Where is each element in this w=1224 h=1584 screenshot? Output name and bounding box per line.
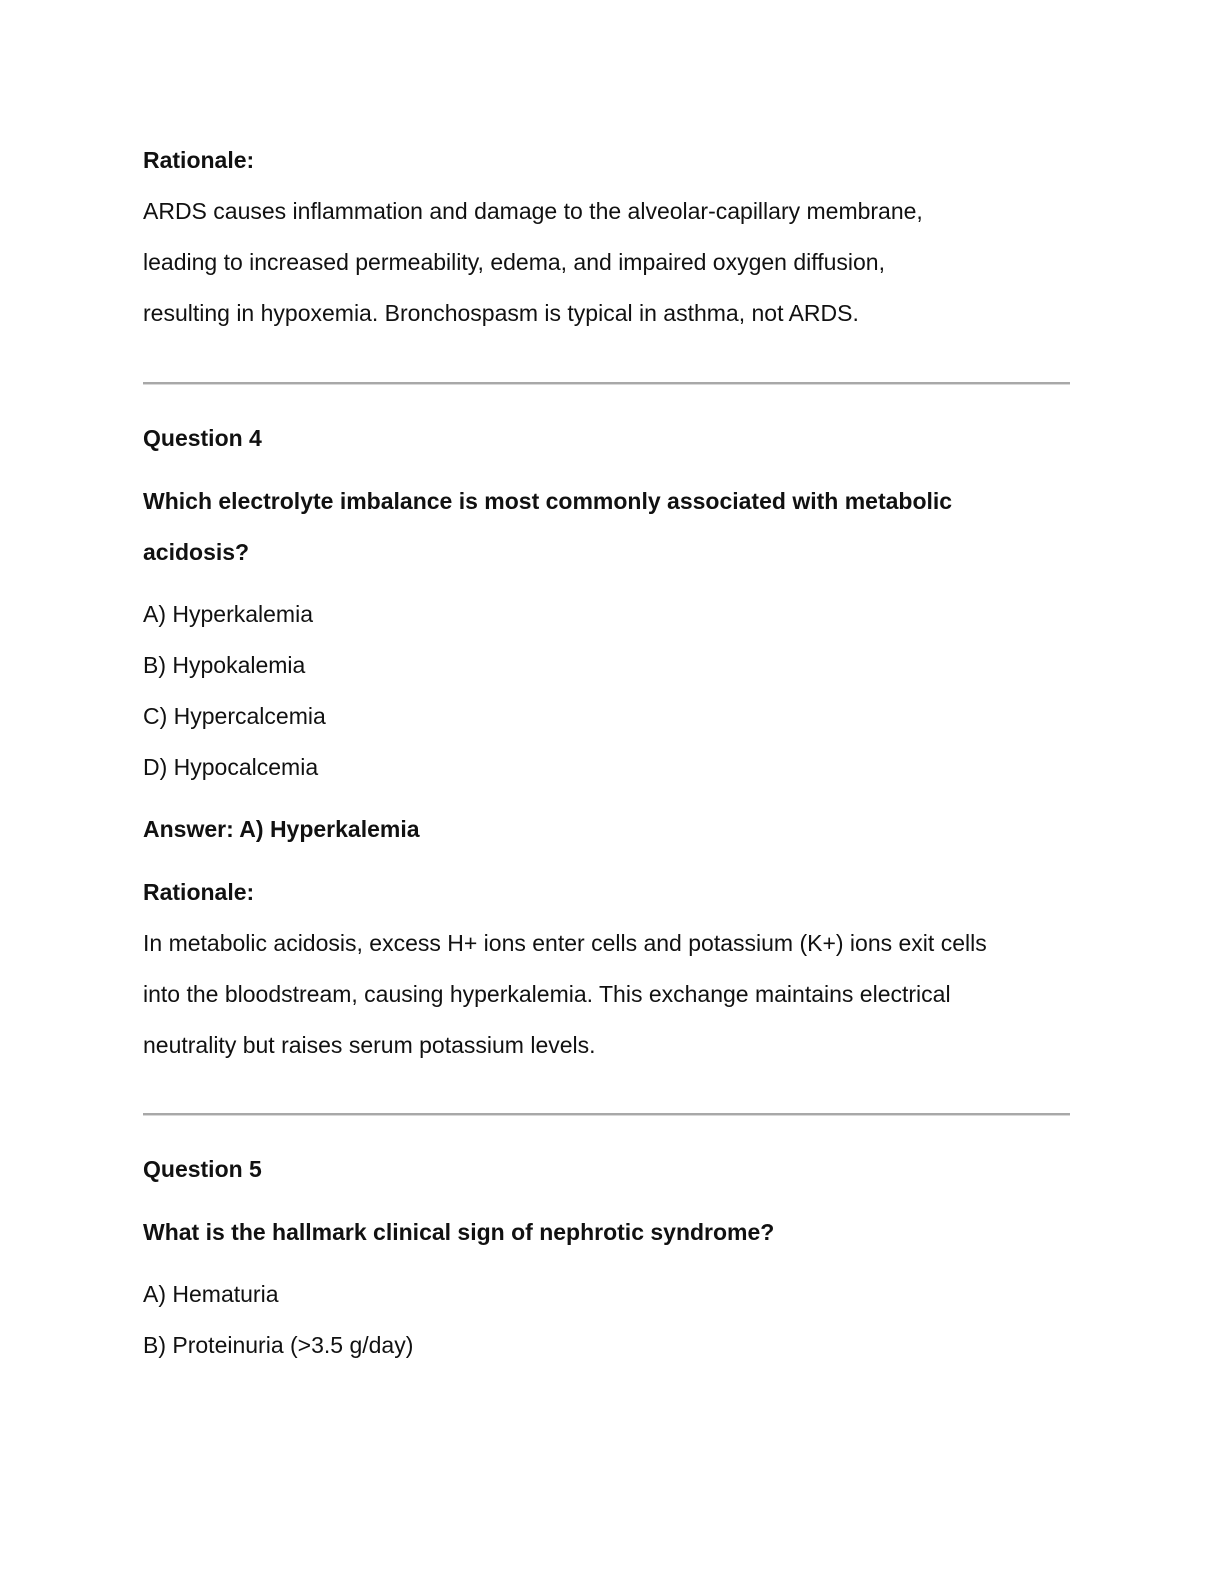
rationale-line-q4-2: into the bloodstream, causing hyperkalemia. This exchange maintains electrical bbox=[143, 981, 951, 1007]
rationale-line-q3-2: leading to increased permeability, edema, and impaired oxygen diffusion, bbox=[143, 249, 885, 275]
rationale-line-q3-1: ARDS causes inflammation and damage to the alveolar-capillary membrane, bbox=[143, 198, 923, 224]
question-5-text-line-1: What is the hallmark clinical sign of nephrotic syndrome? bbox=[143, 1219, 775, 1245]
question-5-heading: Question 5 bbox=[143, 1156, 262, 1182]
rationale-heading-q4: Rationale: bbox=[143, 879, 255, 905]
question-5-option-a: A) Hematuria bbox=[143, 1281, 279, 1307]
question-4-answer: Answer: A) Hyperkalemia bbox=[143, 816, 420, 842]
question-4-heading: Question 4 bbox=[143, 425, 262, 451]
question-5-option-b: B) Proteinuria (>3.5 g/day) bbox=[143, 1332, 414, 1358]
section-divider-2 bbox=[143, 1113, 1070, 1115]
rationale-line-q4-1: In metabolic acidosis, excess H+ ions enter cells and potassium (K+) ions exit cells bbox=[143, 930, 987, 956]
rationale-heading-q3: Rationale: bbox=[143, 147, 255, 173]
question-4-option-a: A) Hyperkalemia bbox=[143, 601, 313, 627]
rationale-line-q4-3: neutrality but raises serum potassium levels. bbox=[143, 1032, 596, 1058]
question-4-option-c: C) Hypercalcemia bbox=[143, 703, 326, 729]
question-4-text-line-2: acidosis? bbox=[143, 539, 250, 565]
rationale-line-q3-3: resulting in hypoxemia. Bronchospasm is typical in asthma, not ARDS. bbox=[143, 300, 859, 326]
question-4-option-d: D) Hypocalcemia bbox=[143, 754, 319, 780]
section-divider-1 bbox=[143, 382, 1070, 384]
question-4-option-b: B) Hypokalemia bbox=[143, 652, 306, 678]
question-4-text-line-1: Which electrolyte imbalance is most commonly associated with metabolic bbox=[143, 488, 953, 514]
